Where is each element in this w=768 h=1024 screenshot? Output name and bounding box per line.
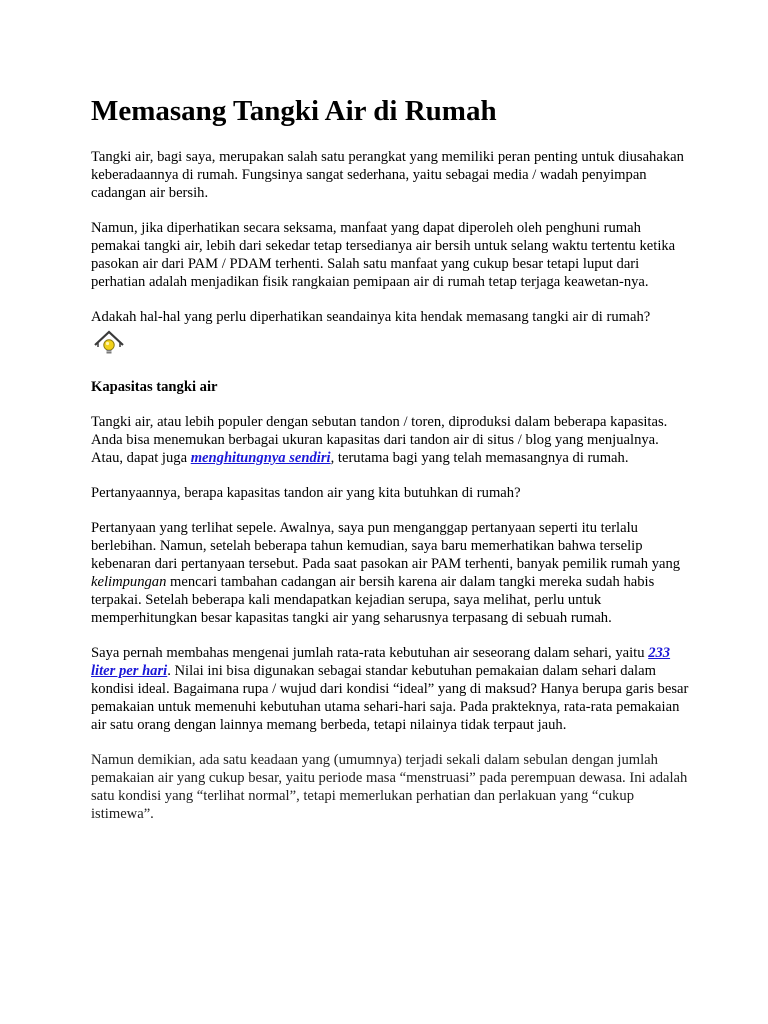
paragraph-kapasitas-text-1: Tangki air, atau lebih populer dengan sebutan tandon / toren, diproduksi dalam beberapa kapasitas. Anda bisa menemukan berbagai ukuran kapasitas dari tandon air di situs / blog yang menjualnya. Atau, dapat juga [91,414,668,466]
paragraph-capacity-question: Pertanyaannya, berapa kapasitas tandon air yang kita butuhkan di rumah? [91,485,521,501]
paragraph-kebutuhan-text-1: Saya pernah membahas mengenai jumlah rata-rata kebutuhan air seseorang dalam sehari, yaitu [91,645,649,661]
paragraph-pertanyaan-text-1: Pertanyaan yang terlihat sepele. Awalnya, saya pun menganggap pertanyaan seperti itu terlalu berlebihan. Namun, setelah beberapa tahun kemudian, saya baru memerhatikan bahwa terselip kebenaran dari pertanyaan tersebut. Pada saat pasokan air PAM terhenti, banyak pemilik rumah yang [91,520,681,572]
paragraph-kapasitas-text-2: , terutama bagi yang telah memasangnya di rumah. [330,450,629,466]
page-title: Memasang Tangki Air di Rumah [91,95,497,127]
paragraph-benefit: Namun, jika diperhatikan secara seksama, manfaat yang dapat diperoleh oleh penghuni rumah pemakai tangki air, lebih dari sekedar tetap tersedianya air bersih untuk selang waktu tertentu ketika pasokan air dari PAM / PDAM terhenti. Salah satu manfaat yang cukup besar tetapi luput dari perhatian adalah menjadikan fisik rangkaian pemipaan air di rumah tetap terjaga keawetan-nya. [91,220,676,290]
house-lightbulb-svg [92,328,128,362]
paragraph-pertanyaan [91,519,691,627]
paragraph-menstruasi: Namun demikian, ada satu keadaan yang (umumnya) terjadi sekali dalam sebulan dengan jumlah pemakaian air yang cukup besar, yaitu periode masa “menstruasi” pada perempuan dewasa. Ini adalah satu kondisi yang “terlihat normal”, tetapi memerlukan perhatian dan perlakuan yang “cukup istimewa”. [91,752,688,822]
document-page [91,92,691,840]
paragraph-intro: Tangki air, bagi saya, merupakan salah satu perangkat yang memiliki peran penting untuk diusahakan keberadaannya di rumah. Fungsinya sangat sederhana, yaitu sebagai media / wadah penyimpan cadangan air bersih. [91,149,684,201]
italic-kelimpungan: kelimpungan [91,574,167,590]
paragraph-kapasitas [91,413,691,467]
paragraph-question: Adakah hal-hal yang perlu diperhatikan seandainya kita hendak memasang tangki air di rumah? [91,309,651,325]
link-233-liter-per-hari[interactable]: 233 liter per hari [91,645,671,679]
paragraph-kebutuhan-text-2: . Nilai ini bisa digunakan sebagai standar kebutuhan pemakaian dalam sehari dalam kondisi ideal. Bagaimana rupa / wujud dari kondisi “ideal” yang di maksud? Hanya berupa garis besar pemakaian untuk memenuhi kebutuhan utama sehari-hari saja. Pada prakteknya, rata-rata pemakaian air satu orang dengan lainnya memang berbeda, tetapi nilainya tidak terpaut jauh. [91,663,689,733]
link-menghitungnya-sendiri[interactable]: menghitungnya sendiri [190,450,331,466]
paragraph-kebutuhan [91,644,691,734]
section-heading-kapasitas: Kapasitas tangki air [91,379,218,395]
house-lightbulb-icon [92,328,691,364]
paragraph-pertanyaan-text-2: mencari tambahan cadangan air bersih karena air dalam tangki mereka sudah habis terpakai. Setelah beberapa kali mendapatkan kejadian serupa, saya melihat, perlu untuk memperhitungkan besar kapasitas tangki air yang seharusnya terpasang di sebuah rumah. [91,574,655,626]
